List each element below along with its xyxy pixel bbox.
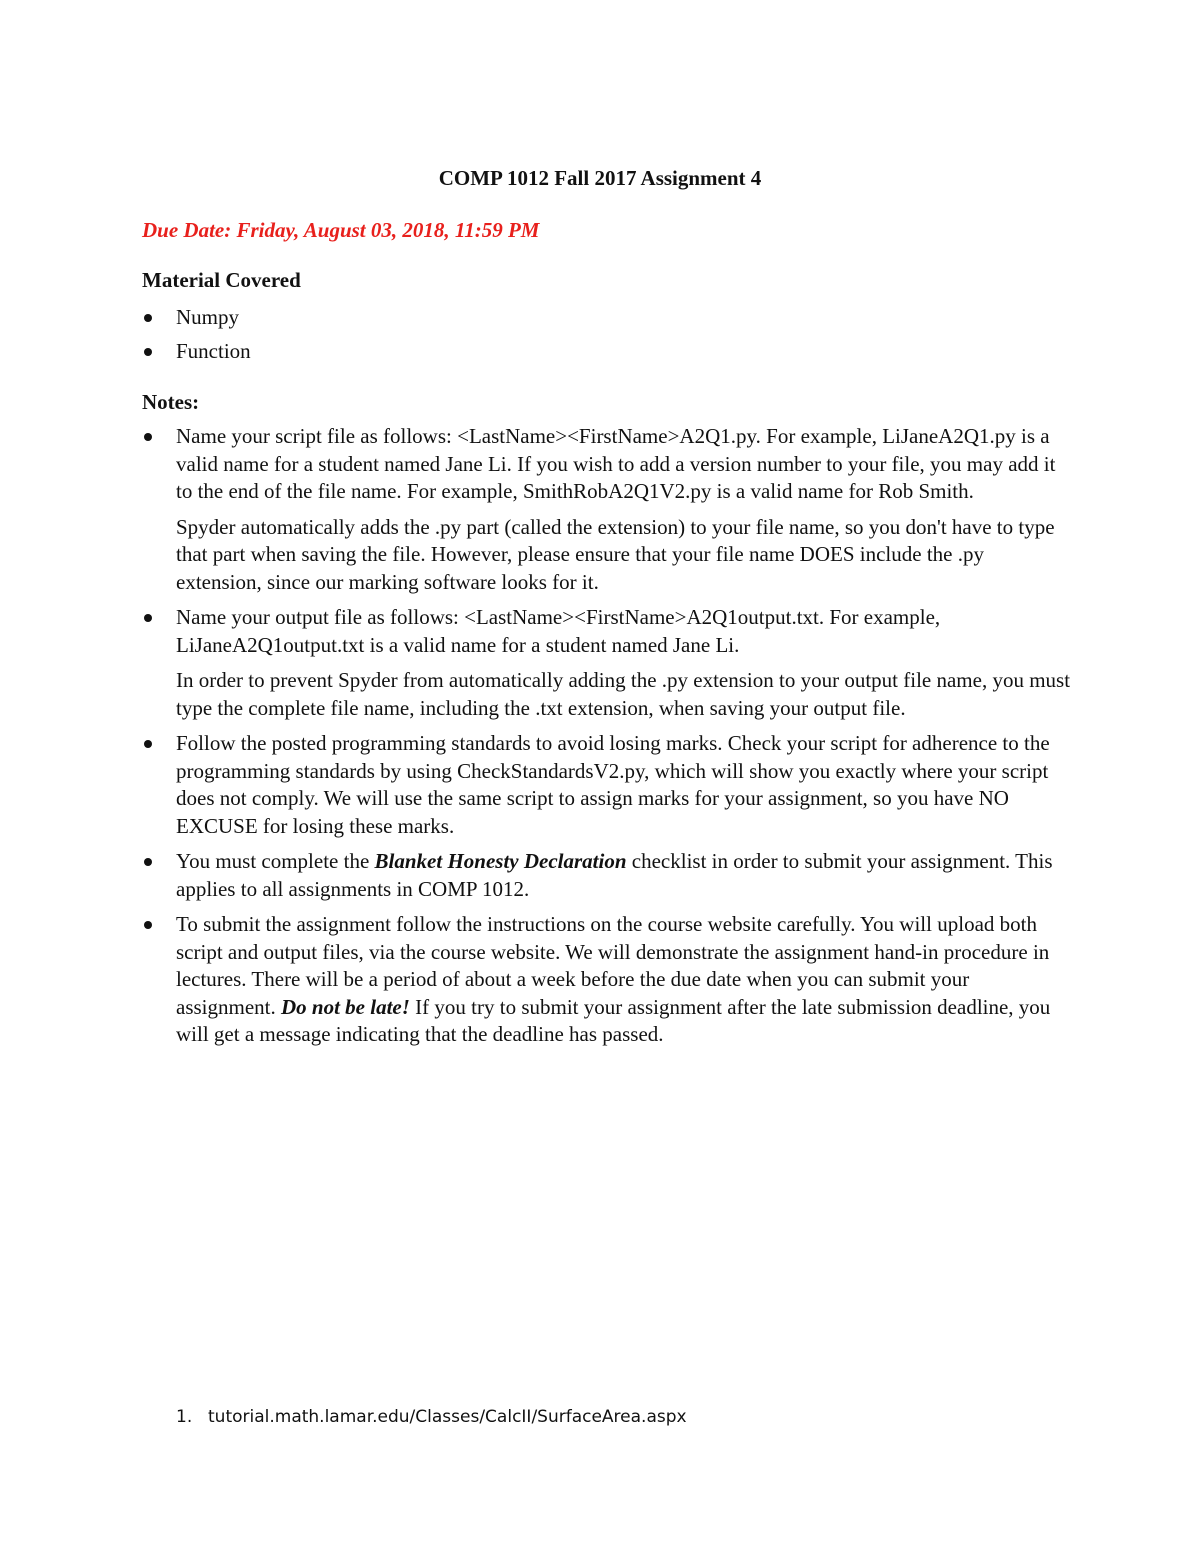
bullet-icon — [144, 921, 152, 929]
footnote — [176, 1407, 687, 1427]
material-item: Function — [176, 338, 251, 363]
note-paragraph: In order to prevent Spyder from automatically adding the .py extension to your output file name, you must type the complete file name, including the .txt extension, when saving your output file. — [176, 668, 1071, 720]
list-item — [142, 911, 1072, 1049]
footnote-number: 1. — [176, 1407, 193, 1427]
note-text: If you try to submit your assignment after the late submission deadline, you will get a message indicating that the deadline has passed. — [176, 994, 1051, 1046]
list-item — [142, 304, 1072, 332]
notes-heading: Notes: — [142, 390, 200, 414]
note-text: To submit the assignment follow the instructions on the course website carefully. You will upload both script and output files, via the course website. We will demonstrate the assignment hand-in procedure in lectures. There will be a period of about a week before the due date when you can submit your assignment. — [176, 912, 1050, 1019]
note-text: You must complete the — [176, 849, 375, 873]
note-paragraph: Spyder automatically adds the .py part (called the extension) to your file name, so you don't have to type that part when saving the file. However, please ensure that your file name DOES include the .py extension, since our marking software looks for it. — [176, 514, 1055, 594]
note-paragraph: Name your output file as follows: <LastName><FirstName>A2Q1output.txt. For example, LiJaneA2Q1output.txt is a valid name for a student named Jane Li. — [176, 605, 941, 657]
honesty-declaration-emphasis: Blanket Honesty Declaration — [374, 849, 627, 873]
note-paragraph — [176, 911, 1072, 1049]
list-item — [142, 338, 1072, 366]
list-item — [142, 604, 1072, 722]
bullet-icon — [144, 614, 152, 622]
bullet-icon — [144, 858, 152, 866]
list-item — [142, 730, 1072, 840]
list-item — [142, 848, 1072, 903]
note-paragraph: Follow the posted programming standards to avoid losing marks. Check your script for adherence to the programming standards by using CheckStandardsV2.py, which will show you exactly where your script does not comply. We will use the same script to assign marks for your assignment, so you have NO EXCUSE for losing these marks. — [176, 731, 1050, 838]
list-item — [142, 423, 1072, 596]
do-not-be-late-emphasis: Do not be late! — [281, 994, 410, 1019]
footnote-text: tutorial.math.lamar.edu/Classes/CalcII/SurfaceArea.aspx — [208, 1407, 687, 1427]
material-item: Numpy — [176, 305, 239, 329]
note-paragraph: Name your script file as follows: <LastName><FirstName>A2Q1.py. For example, LiJaneA2Q1.py is a valid name for a student named Jane Li. If you wish to add a version number to your file, you may add it to the end of the file name. For example, SmithRobA2Q1V2.py is a valid name for Rob Smith. — [176, 424, 1056, 503]
due-date: Due Date: Friday, August 03, 2018, 11:59 PM — [142, 218, 540, 242]
note-paragraph — [176, 848, 1072, 903]
bullet-icon — [144, 348, 152, 356]
note-text: checklist in order to submit your assignment. This applies to all assignments in COMP 1012. — [176, 849, 1053, 901]
material-list — [142, 304, 1072, 365]
bullet-icon — [144, 433, 152, 441]
material-heading: Material Covered — [142, 268, 301, 292]
notes-list — [142, 423, 1072, 1057]
bullet-icon — [144, 314, 152, 322]
page-title: COMP 1012 Fall 2017 Assignment 4 — [438, 166, 762, 190]
bullet-icon — [144, 740, 152, 748]
